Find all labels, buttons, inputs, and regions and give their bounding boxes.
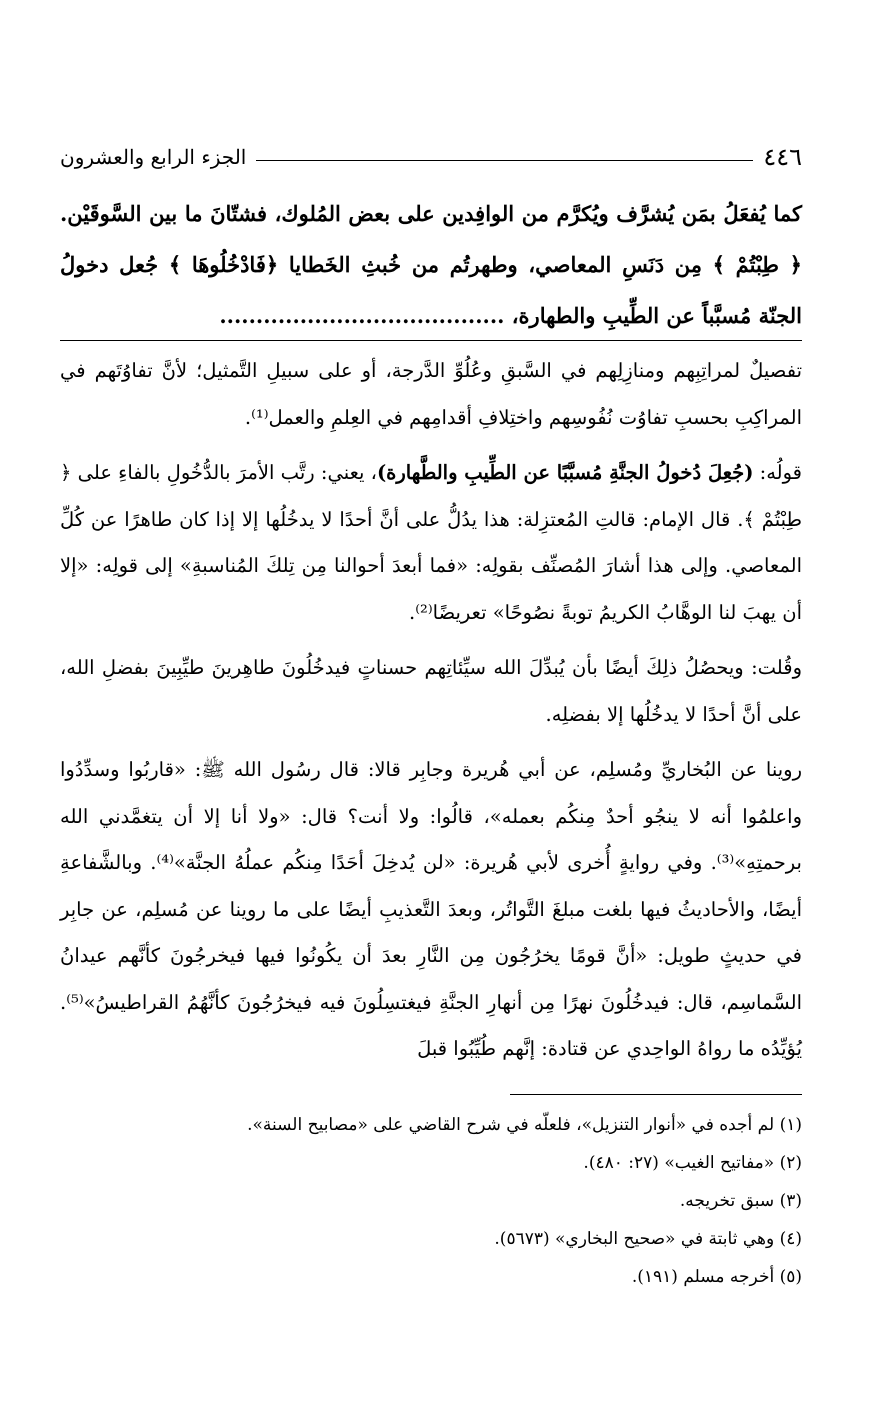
paragraph-2-prefix: قولُه: (753, 461, 803, 484)
matn-text: كما يُفعَلُ بمَن يُشرَّف ويُكرَّم من الوافِدين على بعض المُلوك، فشتّانَ ما بين السَّوقَيْن. ﴿ طِبْتُمْ ﴾ مِن دَنَسِ المعاصي، وطهرتُم من خُبثِ الخَطايا ﴿فَادْخُلُوهَا ﴾ جُعل دخولُ الجنّة مُسبَّباً عن الطِّيبِ والطهارة، ....................................... (60, 201, 802, 328)
paragraph-4: روينا عن البُخاريِّ ومُسلِم، عن أبي هُريرة وجابِر قالا: قال رسُول الله ﷺ: «قاربُوا وسدِّدُوا واعلمُوا أنه لا ينجُو أحدٌ مِنكُم بعمله»، قالُوا: ولا أنت؟ قال: «ولا أنا إلا أن يتغمَّدني الله برحمتِهِ»⁽³⁾. وفي روايةٍ أُخرى لأبي هُريرة: «لن يُدخِلَ أحَدًا مِنكُم عملُهُ الجنَّة»⁽⁴⁾. وبالشَّفاعةِ أيضًا، والأحاديثُ فيها بلغت مبلغَ التَّواتُر، وبعدَ التَّعذيبِ أيضًا على ما روينا عن مُسلِم، عن جابِر في حديثٍ طويل: «أنَّ قومًا يخرُجُون مِن النَّارِ بعدَ أن يكُونُوا فيها فيخرجُونَ كأنَّهم عيدانُ السَّماسِم، قال: فيدخُلُونَ نهرًا مِن أنهارِ الجنَّةِ فيغتسِلُونَ فيه فيخرُجُونَ كأنَّهُمُ القراطيسُ»⁽⁵⁾. يُؤيِّدُه ما رواهُ الواحِدي عن قتادة: إنَّهم طُيِّبُوا قبلَ (60, 758, 802, 1060)
paragraph-2-rest: ، يعني: رتَّب الأمرَ بالدُّخُولِ بالفاءِ على ﴿ طِبْتُمْ ﴾. قال الإمام: قالتِ المُعتزِلة: هذا يدُلُّ على أنَّ أحدًا لا يدخُلُها إلا إذا كان طاهرًا عن كُلِّ المعاصي. وإلى هذا أشارَ المُصنِّف بقولِه: «فما أبعدَ أحوالنا مِن تِلكَ المُناسبةِ» إلى قولِه: «إلا أن يهبَ لنا الوهَّابُ الكريمُ توبةً نصُوحًا» تعريضًا⁽²⁾. (60, 461, 802, 624)
footnote-4: (٤) وهي ثابتة في «صحيح البخاري» (٥٦٧٣). (494, 1229, 802, 1249)
paragraph-3: وقُلت: ويحصُلُ ذلِكَ أيضًا بأن يُبدِّلَ الله سيِّئاتِهم حسناتٍ فيدخُلُونَ طاهِرينَ طيِّبِينَ بفضلِ الله، على أنَّ أحدًا لا يدخُلُها إلا بفضلِه. (60, 656, 802, 726)
footnote-1: (١) لم أجده في «أنوار التنزيل»، فلعلّه في شرح القاضي على «مصابيح السنة». (247, 1115, 802, 1135)
paragraph-2-quote: (جُعِلَ دُخولُ الجنَّةِ مُسبَّبًا عن الطِّيبِ والطَّهارة) (376, 461, 754, 484)
paragraph-1: تفصيلٌ لمراتِبِهم ومنازِلِهم في السَّبقِ وعُلُوِّ الدَّرجة، أو على سبيلِ التَّمثيل؛ لأنَّ تفاوُتَهم في المراكِبِ بحسبِ تفاوُت نُفُوسِهم واختِلافِ أقدامِهم في العِلمِ والعمل⁽¹⁾. (60, 359, 802, 429)
footnote-5: (٥) أخرجه مسلم (١٩١). (631, 1267, 802, 1287)
commentary-body (60, 348, 802, 1073)
running-title: الجزء الرابع والعشرون (60, 145, 247, 169)
header-rule (256, 160, 753, 161)
footnote-divider (510, 1094, 802, 1095)
paragraph-2 (60, 450, 802, 636)
matn-divider (60, 340, 802, 341)
matn-block (60, 188, 802, 341)
page-number: ٤٤٦ (763, 143, 802, 171)
footnotes (60, 1106, 802, 1296)
footnote-2: (٢) «مفاتيح الغيب» (٢٧: ٤٨٠). (583, 1153, 802, 1173)
footnote-3: (٣) سبق تخريجه. (679, 1191, 802, 1211)
page-header (60, 142, 802, 172)
